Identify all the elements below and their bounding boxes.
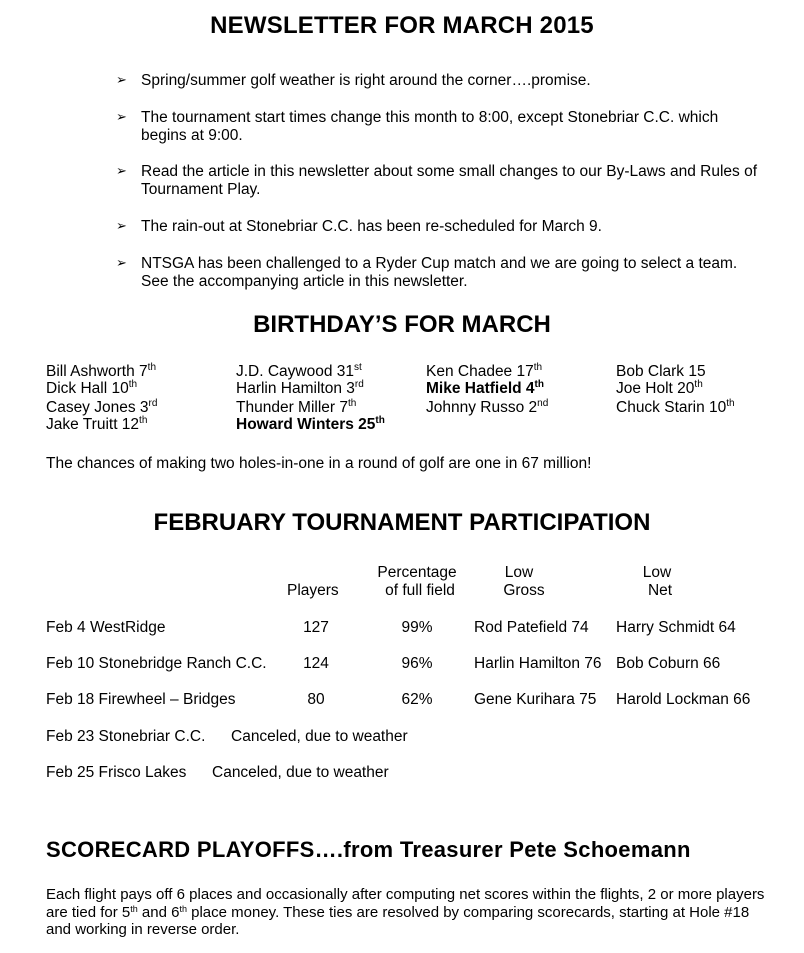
event-cell: Feb 18 Firewheel – Bridges — [46, 691, 236, 708]
col-header-low-net-sub: Net — [647, 582, 673, 599]
birthday-name: Johnny Russo 2 — [426, 399, 538, 416]
ordinal-suffix: th — [348, 398, 357, 409]
players-cell: 127 — [303, 619, 329, 636]
low-net-cell: Harry Schmidt 64 — [616, 619, 736, 636]
bullet-text: The rain-out at Stonebriar C.C. has been re-scheduled for March 9. — [141, 218, 602, 235]
paragraph-text: place money. These ties are resolved by comparing scorecards, starting at Hole #18 and working in reverse order. — [46, 903, 750, 938]
low-gross-cell: Rod Patefield 74 — [474, 619, 589, 636]
birthday-name: J.D. Caywood 31 — [236, 363, 355, 380]
ordinal-suffix: th — [694, 379, 703, 390]
players-cell: 124 — [303, 655, 329, 672]
birthday-entry — [46, 380, 137, 398]
event-cell: Feb 25 Frisco Lakes — [46, 764, 187, 781]
list-item — [116, 255, 766, 291]
birthday-entry — [236, 399, 356, 417]
ordinal-suffix: th — [726, 398, 735, 409]
birthday-name: Harlin Hamilton 3 — [236, 380, 355, 397]
birthday-name: Ken Chadee 17 — [426, 363, 534, 380]
col-header-low-gross: Low — [504, 564, 534, 581]
birthday-entry — [426, 363, 542, 381]
col-header-percentage: Percentage — [377, 564, 457, 581]
birthday-entry — [236, 363, 362, 381]
birthday-entry — [236, 380, 364, 398]
birthday-entry — [426, 399, 548, 417]
ordinal-suffix: rd — [148, 398, 158, 409]
birthday-name: Howard Winters 25 — [236, 416, 376, 433]
paragraph-text: and 6 — [137, 903, 180, 921]
birthday-name: Mike Hatfield 4 — [426, 380, 535, 397]
list-item — [116, 109, 766, 145]
col-header-low-gross-sub: Gross — [503, 582, 545, 599]
canceled-note: Canceled, due to weather — [212, 764, 389, 781]
percentage-cell: 62% — [401, 691, 433, 708]
ordinal-suffix: th — [128, 379, 138, 390]
bullet-text: Read the article in this newsletter about some small changes to our By-Laws and Rules of Tournament Play. — [141, 163, 758, 198]
list-item — [116, 72, 766, 90]
arrow-bullet-icon: ➢ — [116, 255, 127, 270]
golf-fact: The chances of making two holes-in-one in a round of golf are one in 67 million! — [46, 455, 592, 472]
playoffs-paragraph — [46, 886, 766, 939]
event-cell: Feb 4 WestRidge — [46, 619, 166, 636]
birthday-name: Dick Hall 10 — [46, 380, 129, 397]
birthday-entry — [236, 416, 385, 434]
birthday-name: Bill Ashworth 7 — [46, 363, 148, 380]
ordinal-suffix: th — [130, 903, 138, 914]
ordinal-suffix: th — [375, 415, 385, 426]
ordinal-suffix: th — [533, 362, 543, 373]
birthday-entry — [426, 380, 544, 398]
bullet-text: NTSGA has been challenged to a Ryder Cup match and we are going to select a team. See the accompanying article in this newsletter. — [141, 255, 738, 290]
percentage-cell: 96% — [401, 655, 433, 672]
canceled-note: Canceled, due to weather — [231, 728, 408, 745]
low-net-cell: Harold Lockman 66 — [616, 691, 751, 708]
arrow-bullet-icon: ➢ — [116, 109, 127, 124]
birthdays-heading: BIRTHDAY’S FOR MARCH — [253, 311, 551, 338]
low-net-cell: Bob Coburn 66 — [616, 655, 721, 672]
newsletter-title: NEWSLETTER FOR MARCH 2015 — [210, 12, 594, 39]
playoffs-heading: SCORECARD PLAYOFFS….from Treasurer Pete Schoemann — [46, 837, 691, 862]
col-header-low-net: Low — [642, 564, 672, 581]
bullet-text: The tournament start times change this month to 8:00, except Stonebriar C.C. which begins at 9:00. — [141, 109, 719, 144]
birthday-name: Chuck Starin 10 — [616, 399, 727, 416]
birthday-name: Joe Holt 20 — [616, 380, 695, 397]
low-gross-cell: Harlin Hamilton 76 — [474, 655, 602, 672]
birthday-name: Thunder Miller 7 — [236, 399, 348, 416]
paragraph-text: Each flight pays off 6 places and occasionally after computing net scores within the flights, 2 or more players are tied for 5 — [46, 886, 765, 921]
ordinal-suffix: th — [179, 903, 187, 914]
ordinal-suffix: rd — [354, 379, 364, 390]
bullet-text: Spring/summer golf weather is right around the corner….promise. — [141, 72, 591, 89]
col-header-percentage-sub: of full field — [385, 582, 455, 599]
event-cell: Feb 10 Stonebridge Ranch C.C. — [46, 655, 267, 672]
tournament-heading: FEBRUARY TOURNAMENT PARTICIPATION — [153, 509, 651, 536]
birthday-entry — [46, 363, 156, 381]
arrow-bullet-icon: ➢ — [116, 163, 127, 178]
birthday-name: Jake Truitt 12 — [46, 416, 140, 433]
birthday-name: Casey Jones 3 — [46, 399, 149, 416]
birthday-entry — [616, 380, 703, 398]
low-gross-cell: Gene Kurihara 75 — [474, 691, 597, 708]
ordinal-suffix: th — [139, 415, 148, 426]
ordinal-suffix: th — [534, 379, 544, 390]
ordinal-suffix: th — [147, 362, 157, 373]
list-item — [116, 163, 766, 199]
birthday-entry — [616, 399, 735, 417]
ordinal-suffix: nd — [537, 398, 549, 409]
arrow-bullet-icon: ➢ — [116, 218, 127, 233]
arrow-bullet-icon: ➢ — [116, 72, 127, 87]
birthday-entry — [616, 363, 706, 381]
col-header-players: Players — [287, 582, 339, 599]
players-cell: 80 — [307, 691, 325, 708]
percentage-cell: 99% — [401, 619, 433, 636]
birthday-name: Bob Clark 15 — [616, 363, 706, 380]
list-item — [116, 218, 766, 236]
birthday-entry — [46, 416, 147, 434]
ordinal-suffix: st — [354, 362, 362, 373]
event-cell: Feb 23 Stonebriar C.C. — [46, 728, 206, 745]
